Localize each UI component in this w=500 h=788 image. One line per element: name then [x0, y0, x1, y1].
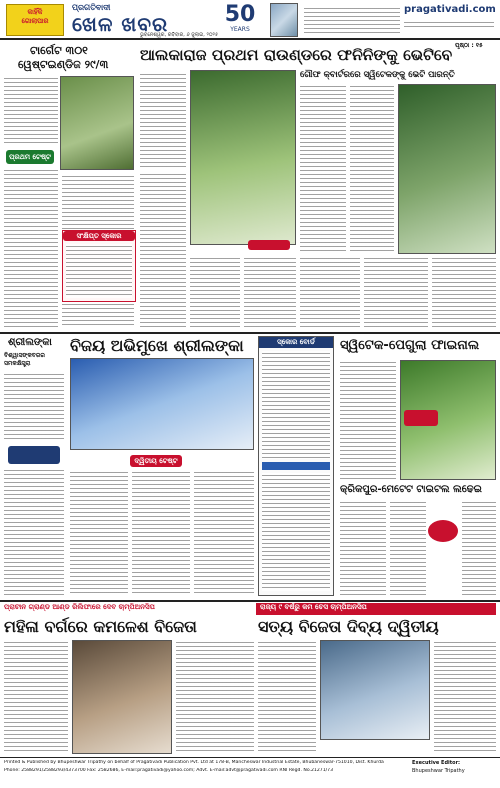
scoreboard-subhead	[262, 462, 330, 470]
story-column	[4, 168, 58, 328]
scoreboard-lines	[262, 351, 330, 459]
page-number: ପୃଷ୍ଠା : ୧୫	[455, 42, 483, 49]
story-column	[462, 500, 496, 596]
scoreboard-lines	[262, 473, 330, 591]
satya-headline: ସତ୍ୟ ବିଜେତା ଦିବ୍ୟ ଦ୍ୱିତୀୟ	[258, 617, 439, 636]
alcaraz-photo	[190, 70, 296, 245]
story-column	[340, 360, 396, 480]
anniversary-logo	[220, 4, 260, 36]
srilanka-sub: ବିଶ୍ୱାସଙ୍କବରର ସମକକ୍ଷିସ୍ତ୍ରା	[4, 352, 45, 367]
executive-editor-name: Bhupeshwar Tripathy	[412, 768, 465, 774]
story-column	[244, 256, 296, 328]
scoreboard-title: ସ୍କୋର ବୋର୍ଡ	[259, 337, 333, 348]
anniversary-number: 50	[224, 2, 256, 27]
gauff-headline: ଗୌଫ କ୍ବାର୍ଟରରେ ସ୍ୱିଟେକଙ୍କୁ ଭେଟି ପାରନ୍ତି	[300, 70, 455, 80]
footer-line1: Printed & Published by Bhupeshwar Tripathy on behalf of Pragativadi Publication Pvt. Ltd at 178-B, Mancheswar Industrial Estate, Bhubaneswar-751010, Dist. Khurda	[4, 760, 384, 765]
chess-strip: ରାଜ୍ୟ ୯ ବର୍ଷରୁ କମ ଚେସ ଚାମ୍ପିଅନସିପ	[256, 603, 496, 615]
story-column	[194, 470, 254, 596]
cricket-photo	[60, 76, 134, 170]
target-kicker: ଟାର୍ଗେଟ ୩୦୧	[30, 44, 88, 57]
executive-editor-label: Executive Editor:	[412, 760, 461, 766]
srilanka-photo	[70, 358, 254, 450]
story-column	[70, 470, 128, 596]
krejcikova-headline: କ୍ରିକପୁର-ମେଟେଟ ଟାଇଟଲ ଲଢେଇ	[340, 484, 483, 495]
score-lines	[66, 244, 132, 298]
story-column	[340, 500, 386, 596]
alcaraz-headline: ଆଲକାରାଜ ପ୍ରଥମ ରାଉଣ୍ଡରେ ଫନିନିଙ୍କୁ ଭେଟିବେ	[140, 46, 453, 64]
left-tag-line1: କାହିଁକି	[27, 8, 43, 16]
story-column	[350, 84, 394, 252]
badminton-strip: ପ୍ରାଚୀନ ଗ୍ରାଣ୍ଡ ଆଣ୍ଡ ରିଲିଫାରେ ଦେବ ଚାମ୍ପିଅନସିପ	[4, 603, 244, 615]
swiatek-headline: ସ୍ୱିଟେକ-ପେଗୁଲା ଫାଇନାଲ	[340, 338, 480, 353]
story-column	[132, 470, 190, 596]
chess-winners-photo	[320, 640, 430, 740]
womens-badge	[428, 520, 458, 542]
story-column	[300, 256, 360, 328]
story-column	[4, 640, 68, 754]
story-column	[140, 72, 186, 170]
footer-line2: Phone: 2588291/2588293/4373700 Fax: 2582686, E-mail:pragativadi@yahoo.com; Advt. E-mail:advt@pragativadi.com RNI Regd. No.21271/73	[4, 768, 334, 773]
dateline: ଭୁବନେଶ୍ୱର, ରବିବାର, ୬ ଜୁଲାଇ, ୨୦୨୫	[140, 32, 219, 38]
website: pragativadi.com	[404, 4, 496, 15]
scoreboard	[258, 336, 334, 596]
story-column	[4, 76, 58, 146]
first-test-badge: ପ୍ରଥମ ଟେଷ୍ଟ	[6, 150, 54, 164]
story-column	[190, 256, 240, 328]
section-title: ଖେଳ ଖବର	[72, 12, 169, 36]
social-handles	[404, 20, 494, 30]
short-score-title: ସଂକ୍ଷିପ୍ତ ସ୍କୋର	[63, 231, 135, 241]
swiatek-badge	[404, 410, 438, 426]
target-head: ୱେଷ୍ଟଇଣ୍ଡିଜ ୨୯/୩	[18, 58, 109, 71]
alcaraz-caption-tag	[248, 240, 290, 250]
story-column	[4, 468, 64, 596]
second-test-badge: ଦ୍ୱିତୀୟ ଟେଷ୍ଟ	[130, 455, 182, 467]
section-divider	[0, 332, 500, 334]
left-tag-line2: ଗୋଲାପାର	[21, 17, 49, 25]
masthead	[0, 0, 500, 49]
story-column	[176, 640, 254, 754]
footer-divider	[0, 757, 500, 758]
story-column	[364, 256, 428, 328]
brand-name: ପ୍ରଗତିବାଦୀ	[72, 3, 111, 12]
anniversary-sub: YEARS	[230, 26, 250, 33]
gauff-photo	[398, 84, 496, 254]
chess-women-photo	[72, 640, 172, 754]
section-badge	[8, 446, 60, 464]
masthead-player-photo	[270, 3, 298, 37]
story-column	[432, 256, 496, 328]
story-column	[434, 640, 496, 754]
story-column	[258, 640, 316, 754]
story-column	[4, 372, 64, 442]
srilanka-kicker: ଶ୍ରୀଲଙ୍କା	[8, 337, 52, 348]
women-headline: ମହିଳା ବର୍ଗରେ କମଳେଶ ବିଜେତା	[4, 617, 197, 636]
srilanka-headline: ବିଜୟ ଅଭିମୁଖେ ଶ୍ରୀଲଙ୍କା	[70, 336, 244, 355]
left-tag	[6, 4, 64, 36]
masthead-promo-text	[304, 6, 400, 34]
story-column	[300, 84, 346, 252]
story-column	[140, 172, 186, 328]
section-divider	[0, 600, 500, 602]
short-score-box	[62, 230, 136, 302]
story-column	[390, 500, 426, 596]
